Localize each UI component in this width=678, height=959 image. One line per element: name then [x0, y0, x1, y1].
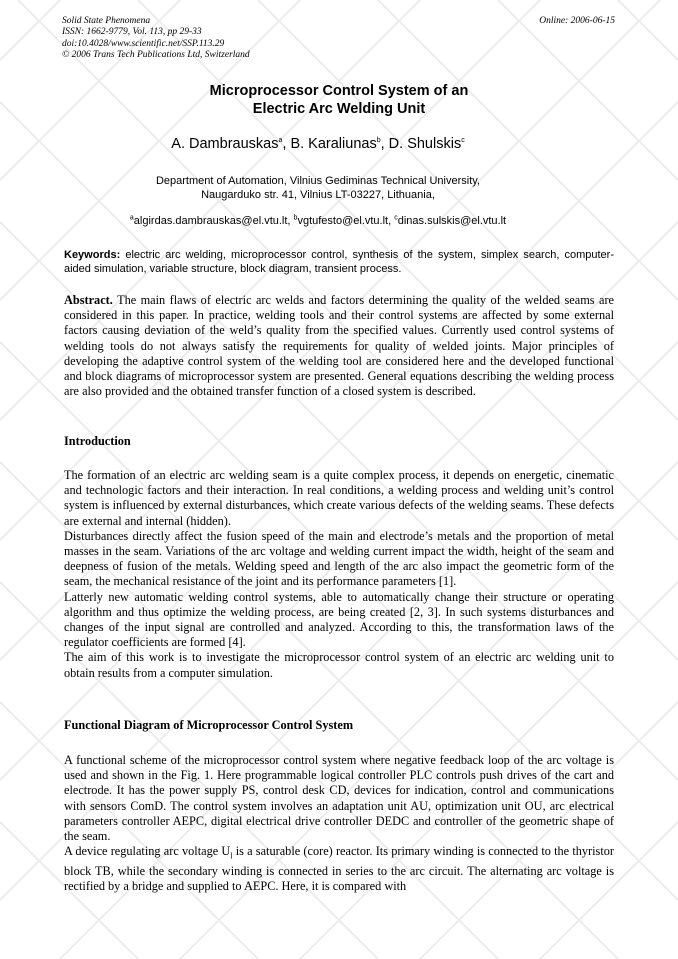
email-mark: b: [293, 214, 298, 222]
functional-heading: Functional Diagram of Microprocessor Control System: [64, 718, 354, 732]
journal-issn: ISSN: 1662-9779, Vol. 113, pp 29-33: [62, 27, 202, 38]
email-address: dinas.sulskis@el.vtu.lt: [397, 215, 507, 227]
text-run: A device regulating arc voltage U: [64, 844, 231, 859]
affiliation: [0, 174, 636, 202]
title-line-1: Microprocessor Control System of an: [209, 83, 469, 99]
author-name: B. Karaliunas: [290, 136, 377, 152]
journal-header: [62, 16, 250, 61]
paragraph: The aim of this work is to investigate the microprocessor control system of an electric arc welding unit to obtain results from a computer simulation.: [64, 650, 614, 680]
paragraph: A functional scheme of the microprocessor control system where negative feedback loop of the arc voltage is used and shown in the Fig. 1. Here programmable logical controller PLC controls push drives of the cart and electrode. It has the power supply PS, control desk CD, devices for indication, control and communications with sensors ComD. The control system involves an adaptation unit AU, optimization unit OU, arc electrical parameters controller AEPC, digital electrical drive controller DEDC and controller of the geometric shape of the seam.: [64, 753, 614, 844]
author-name: D. Shulskis: [388, 136, 462, 152]
affiliation-line-2: Naugarduko str. 41, Vilnius LT-03227, Lithuania,: [201, 189, 435, 201]
email-mark: a: [129, 214, 134, 222]
paragraph: The formation of an electric arc welding seam is a quite complex process, it depends on energetic, cinematic and technologic factors and their interaction. In real conditions, a welding process and welding unit’s control system is influenced by external disturbances, which create various defects of the welding seams. These defects are external and internal (hidden).: [64, 468, 614, 528]
abstract-label: Abstract.: [64, 293, 113, 307]
subscript: l: [230, 851, 233, 861]
text-run: is a saturable (core) reactor. Its primary winding is connected to the thyristor block TB, while the secondary winding is connected in series to the arc circuit. The alternating arc voltage is rectified by a bridge and supplied to AEPC. Here, it is compared with: [64, 844, 614, 894]
paragraph: Latterly new automatic welding control systems, able to automatically change their structure or operating algorithm and thus optimize the welding process, are being created [2, 3]. In such systems disturbances and changes of the input signal are controlled and analyzed. According to this, the transformation laws of the regulator coefficients are formed [4].: [64, 589, 614, 650]
author-mark: a: [278, 137, 283, 145]
abstract: [64, 293, 614, 399]
introduction-heading: Introduction: [64, 434, 131, 448]
journal-doi: doi:10.4028/www.scientific.net/SSP.113.29: [62, 38, 225, 49]
affiliation-line-1: Department of Automation, Vilnius Gediminas Technical University,: [155, 175, 481, 187]
email-list: [0, 215, 636, 227]
functional-body: [64, 753, 614, 894]
email-mark: c: [394, 214, 398, 222]
online-date: Online: 2006-06-15: [539, 16, 615, 26]
title-line-2: Electric Arc Welding Unit: [252, 101, 426, 117]
journal-name: Solid State Phenomena: [62, 16, 151, 26]
paragraph: Disturbances directly affect the fusion speed of the main and electrode’s metals and the proportion of metal masses in the seam. Variations of the arc voltage and welding current impact the width, height of the seam and deepness of fusion of the metals. Welding speed and length of the arc also impact the geometric form of the seam, the mechanical resistance of the joint and its performance parameters [1].: [64, 528, 614, 589]
author-mark: b: [376, 137, 381, 145]
introduction-body: [64, 468, 614, 681]
author-list: A. Dambrauskas$^a$, B. Karaliunas$^b$, D. Shulskis$^c$: [171, 136, 465, 152]
paper-title: [0, 82, 678, 118]
journal-copyright: © 2006 Trans Tech Publications Ltd, Switzerland: [62, 49, 250, 60]
email-address: vgtufesto@el.vtu.lt,: [297, 215, 392, 227]
author-mark: c: [461, 137, 465, 145]
keywords: [64, 248, 614, 276]
abstract-text: The main flaws of electric arc welds and factors determining the quality of the welded seams are considered in this paper. In practice, welding tools and their control systems are affected by some external factors causing deviation of the weld’s quality from the specified values. Currently used control systems of welding tools do not always satisfy the requirements for quality of welded joints. Major principles of developing the adaptive control system of the welding tool are considered here and the developed functional and block diagrams of microprocessor system are presented. General equations describing the welding process are also provided and the obtained transfer function of a closed system is described.: [64, 293, 615, 399]
author-name: A. Dambrauskas: [171, 136, 279, 152]
keywords-label: Keywords:: [64, 249, 121, 261]
email-address: algirdas.dambrauskas@el.vtu.lt,: [133, 215, 291, 227]
paragraph: [64, 844, 614, 894]
keywords-text: electric arc welding, microprocessor control, synthesis of the system, simplex search, computer-aided simulation, variable structure, block diagram, transient process.: [64, 249, 614, 275]
